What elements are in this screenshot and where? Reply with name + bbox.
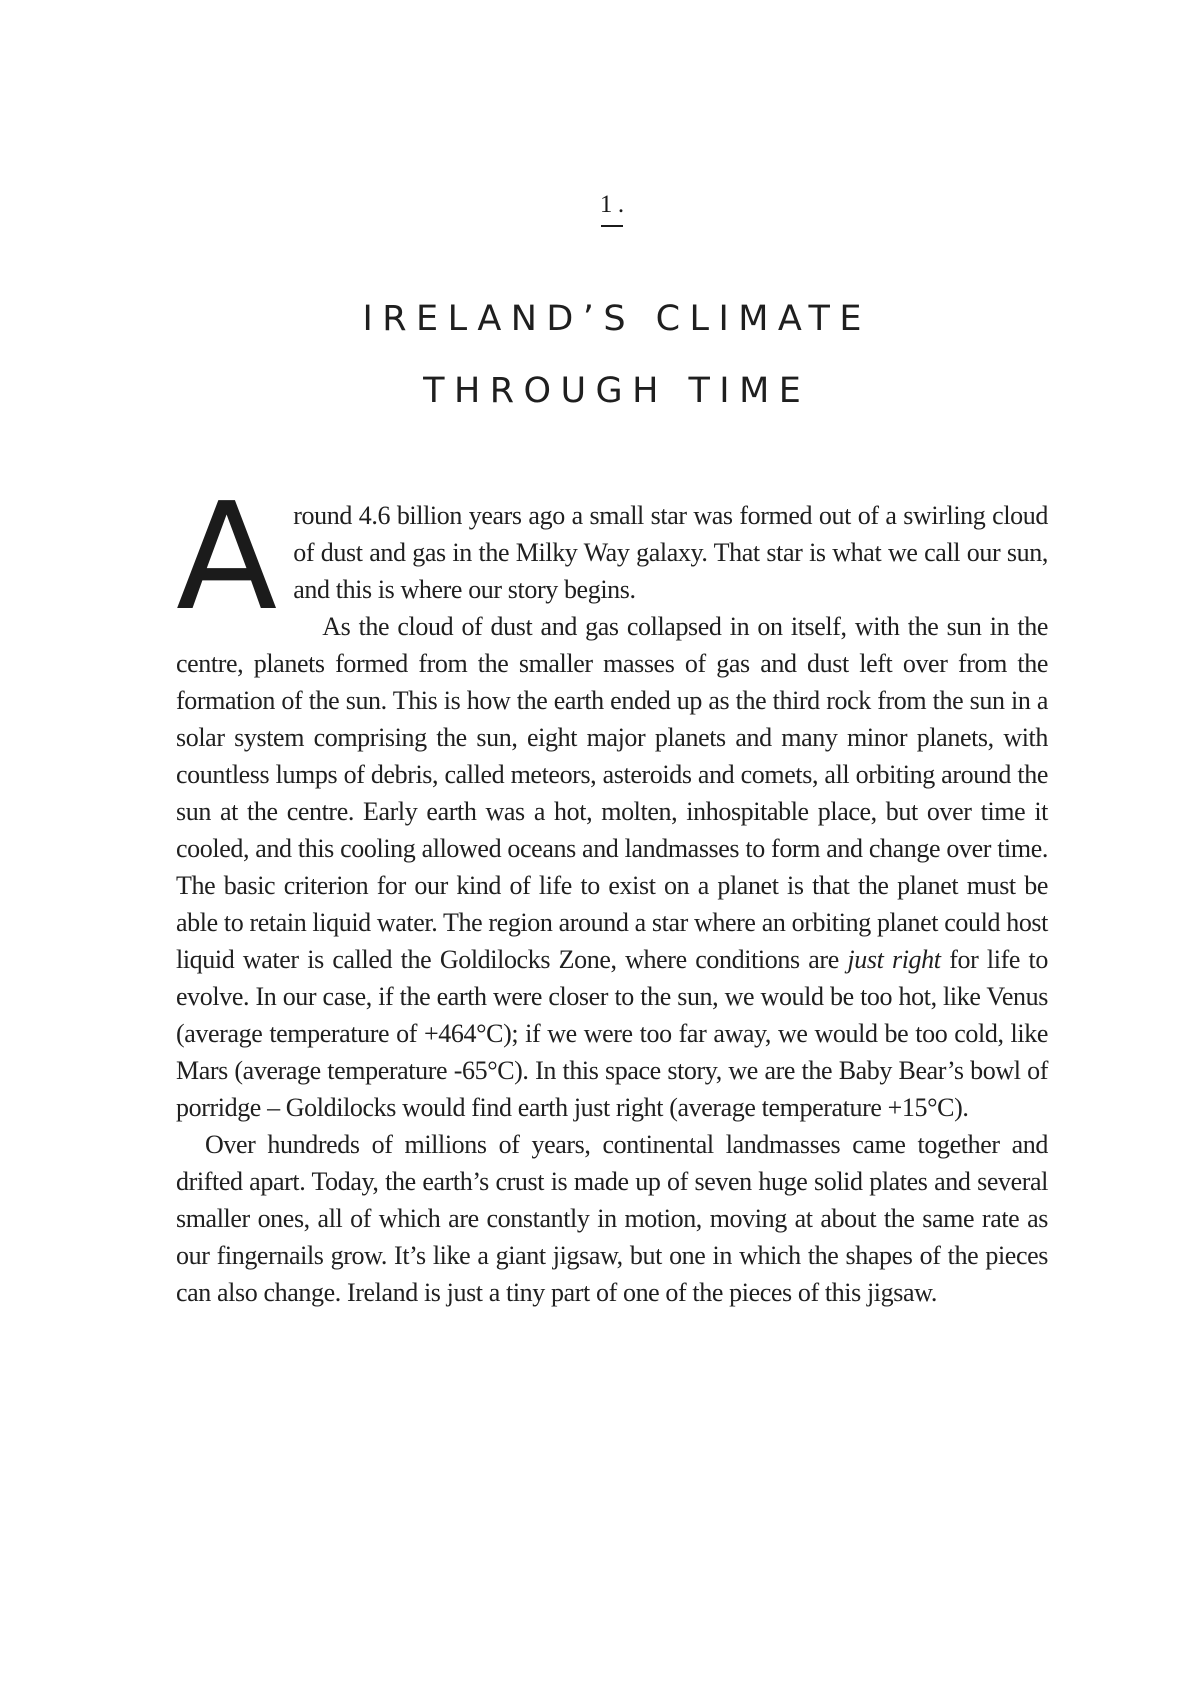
paragraph-1 — [176, 471, 1048, 643]
chapter-number-rule — [601, 225, 623, 227]
chapter-head — [176, 0, 1048, 227]
chapter-title — [176, 283, 1048, 427]
text-column — [176, 0, 1048, 1311]
chapter-number: 1. — [599, 191, 630, 218]
paragraph-2-text-a: As the cloud of dust and gas collapsed in on itself, with the sun in the centre, planets formed from the smaller masses of gas and dust left over from the formation of the sun. This is how the earth ended up as the third rock from the sun in a solar system comprising the sun, eight major planets and many minor planets, with countless lumps of debris, called meteors, asteroids and comets, all orbiting around the sun at the centre. Early earth was a hot, molten, inhospitable place, but over time it cooled, and this cooling allowed oceans and landmasses to form and change over time. The basic criterion for our kind of life to exist on a planet is that the planet must be able to retain liquid water. The region around a star where an orbiting planet could host liquid water is called the Goldilocks Zone, where conditions are — [176, 612, 1048, 974]
chapter-title-line-1: IRELAND’S CLIMATE — [362, 299, 871, 339]
paragraph-2 — [176, 608, 1048, 1126]
chapter-body — [176, 471, 1049, 1311]
paragraph-2-italic-phrase: just right — [847, 945, 941, 974]
paragraph-2-text-b: for life to evolve. In our case, if the earth were closer to the sun, we would be too hot, like Venus (average temperature of +464°C); if we were too far away, we would be too cold, like Mars (average temperature -65°C). In this space story, we are the Baby Bear’s bowl of porridge – Goldilocks would find earth just right (average temperature +15°C). — [176, 945, 1049, 1122]
paragraph-3: Over hundreds of millions of years, continental landmasses came together and drifted apart. Today, the earth’s crust is made up of seven huge solid plates and several smaller ones, all of which are constantly in motion, moving at about the same rate as our fingernails grow. It’s like a giant jigsaw, but one in which the shapes of the pieces can also change. Ireland is just a tiny part of one of the pieces of this jigsaw. — [176, 1130, 1048, 1307]
chapter-title-line-2: THROUGH TIME — [423, 371, 811, 411]
paragraph-1-text: round 4.6 billion years ago a small star was formed out of a swirling cloud of dust and gas in the Milky Way galaxy. That star is what we call our sun, and this is where our story begins. — [293, 501, 1048, 604]
drop-cap-letter: A — [176, 471, 278, 643]
